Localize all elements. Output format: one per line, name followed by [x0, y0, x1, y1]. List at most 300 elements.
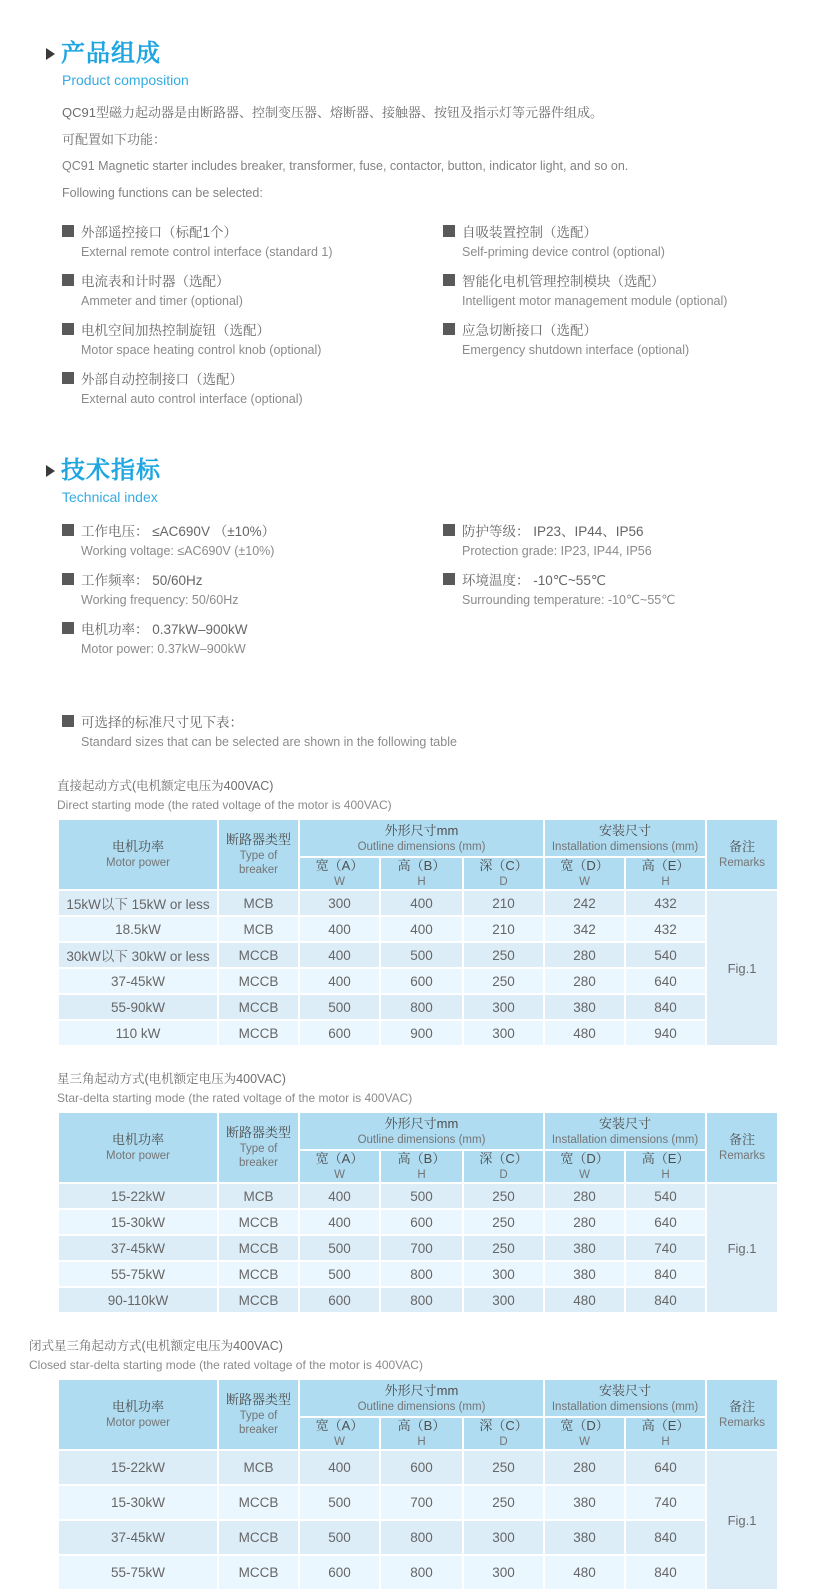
dimension-cell: 400 — [299, 916, 380, 942]
spec-label-en: Working frequency: 50/60Hz — [81, 593, 239, 607]
breaker-type-cell: MCCB — [218, 1287, 299, 1313]
dimension-unit-header — [463, 857, 544, 890]
feature-column-right — [443, 221, 830, 417]
dimension-cell: 380 — [544, 1520, 625, 1555]
dimension-cell: 640 — [625, 1450, 706, 1485]
dimension-unit-cn: 宽（A） — [315, 1151, 364, 1166]
breaker-type-cell: MCCB — [218, 1555, 299, 1590]
table-row — [58, 1555, 778, 1590]
dimension-unit-header — [625, 1417, 706, 1450]
bullet-item — [62, 569, 443, 612]
spec-label-en: Surrounding temperature: -10℃~55℃ — [462, 593, 676, 607]
outline-dimensions-header-en: Outline dimensions (mm) — [357, 1400, 486, 1413]
table-title-en: Closed star-delta starting mode (the rated voltage of the motor is 400VAC) — [29, 1358, 423, 1372]
motor-power-cell: 37-45kW — [58, 968, 218, 994]
dimension-cell: 900 — [380, 1020, 463, 1046]
dimension-cell: 432 — [625, 890, 706, 916]
breaker-type-cell: MCB — [218, 1183, 299, 1209]
dimension-cell: 500 — [299, 1520, 380, 1555]
dimension-unit-en: W — [579, 1436, 590, 1448]
table-row — [58, 968, 778, 994]
spec-label-en: Protection grade: IP23, IP44, IP56 — [462, 544, 652, 558]
dimension-cell: 400 — [299, 942, 380, 968]
dimension-cell: 250 — [463, 1209, 544, 1235]
bullet-item — [443, 569, 830, 612]
installation-dimensions-header-cn: 安装尺寸 — [599, 1382, 652, 1398]
dimension-cell: 800 — [380, 1287, 463, 1313]
breaker-type-cell: MCCB — [218, 1209, 299, 1235]
dimension-unit-header — [463, 1150, 544, 1183]
square-bullet-icon — [62, 524, 74, 536]
feature-list — [62, 221, 830, 417]
square-bullet-icon — [62, 715, 74, 727]
product-paragraph: 可配置如下功能： — [62, 132, 167, 147]
square-bullet-icon — [443, 573, 455, 585]
size-table-block — [0, 778, 830, 1047]
dimension-unit-cn: 高（B） — [397, 1418, 446, 1433]
dimension-cell: 250 — [463, 1485, 544, 1520]
dimension-cell: 380 — [544, 1485, 625, 1520]
dimension-unit-en: H — [417, 876, 426, 888]
header-row-groups — [58, 819, 778, 857]
breaker-type-cell: MCCB — [218, 968, 299, 994]
table-title-cn: 直接起动方式(电机额定电压为400VAC) — [57, 779, 274, 793]
feature-label-en: Emergency shutdown interface (optional) — [462, 343, 690, 357]
dimension-unit-en: H — [661, 1169, 670, 1181]
installation-dimensions-header-en: Installation dimensions (mm) — [551, 840, 699, 853]
spec-label-cn: 工作频率： 50/60Hz — [81, 573, 203, 588]
outline-dimensions-header-en: Outline dimensions (mm) — [357, 1133, 486, 1146]
size-table — [57, 818, 779, 1047]
dimension-cell: 840 — [625, 1555, 706, 1590]
spec-label-cn: 电机功率： 0.37kW–900kW — [81, 622, 248, 637]
bullet-line-cn — [443, 569, 830, 589]
dimension-cell: 400 — [299, 1183, 380, 1209]
breaker-type-cell: MCCB — [218, 994, 299, 1020]
size-table — [57, 1111, 779, 1314]
dimension-unit-en: W — [579, 1169, 590, 1181]
bullet-item — [62, 618, 443, 661]
header-row-groups — [58, 1379, 778, 1417]
motor-power-cell: 30kW以下 30kW or less — [58, 942, 218, 968]
remarks-header-cn: 备注 — [729, 1399, 756, 1414]
dimension-unit-cn: 深（C） — [479, 1151, 528, 1166]
dimension-cell: 500 — [299, 1235, 380, 1261]
outline-dimensions-header-cn: 外形尺寸mm — [384, 822, 459, 838]
dimension-cell: 280 — [544, 1450, 625, 1485]
motor-power-cell: 37-45kW — [58, 1520, 218, 1555]
spec-column-right — [443, 520, 830, 667]
dimension-unit-header — [463, 1417, 544, 1450]
breaker-type-header-en: Type of breaker — [239, 850, 278, 876]
feature-label-en: External remote control interface (standard 1) — [81, 245, 333, 259]
bullet-line-cn — [443, 319, 830, 339]
dimension-unit-header — [544, 1417, 625, 1450]
dimension-unit-cn: 宽（A） — [315, 1418, 364, 1433]
motor-power-header — [58, 819, 218, 890]
remark-cell: Fig.1 — [706, 1183, 778, 1313]
dimension-cell: 800 — [380, 1261, 463, 1287]
size-table — [57, 1378, 779, 1591]
dimension-cell: 500 — [299, 994, 380, 1020]
outline-dimensions-header-cn: 外形尺寸mm — [384, 1115, 459, 1131]
breaker-type-header-en: Type of breaker — [239, 1143, 278, 1169]
dimension-unit-header — [544, 857, 625, 890]
bullet-line-cn — [62, 368, 443, 388]
dimension-unit-en: W — [334, 1169, 345, 1181]
spec-label-cn: 防护等级： IP23、IP44、IP56 — [462, 524, 644, 539]
bullet-line-cn — [62, 520, 443, 540]
bullet-line-cn — [62, 618, 443, 638]
bullet-line-cn — [443, 520, 830, 540]
outline-dimensions-header-cn: 外形尺寸mm — [384, 1382, 459, 1398]
motor-power-cell: 15-30kW — [58, 1209, 218, 1235]
table-row — [58, 1020, 778, 1046]
installation-dimensions-header — [544, 819, 706, 857]
dimension-cell: 600 — [380, 1209, 463, 1235]
dimension-unit-header — [299, 857, 380, 890]
feature-label-cn: 应急切断接口（选配） — [462, 323, 597, 338]
breaker-type-header — [218, 1112, 299, 1183]
dimension-cell: 210 — [463, 890, 544, 916]
spec-label-en: Working voltage: ≤AC690V (±10%) — [81, 544, 275, 558]
table-row — [58, 994, 778, 1020]
square-bullet-icon — [62, 225, 74, 237]
dimension-cell: 600 — [380, 1450, 463, 1485]
section-header — [46, 40, 830, 68]
installation-dimensions-header-cn: 安装尺寸 — [599, 822, 652, 838]
bullet-item — [62, 368, 443, 411]
dimension-unit-en: D — [499, 876, 508, 888]
product-title-cn: 产品组成 — [61, 40, 161, 67]
bullet-line-cn — [443, 221, 830, 241]
dimension-cell: 540 — [625, 942, 706, 968]
feature-label-cn: 自吸装置控制（选配） — [462, 225, 597, 240]
table-row — [58, 890, 778, 916]
motor-power-header-cn: 电机功率 — [111, 839, 164, 854]
dimension-cell: 640 — [625, 968, 706, 994]
square-bullet-icon — [443, 274, 455, 286]
breaker-type-header-en: Type of breaker — [239, 1410, 278, 1436]
dimension-cell: 250 — [463, 968, 544, 994]
dimension-cell: 500 — [380, 1183, 463, 1209]
bullet-item — [443, 520, 830, 563]
dimension-unit-en: H — [417, 1169, 426, 1181]
square-bullet-icon — [62, 323, 74, 335]
size-table-block — [0, 1071, 830, 1314]
bullet-item — [443, 221, 830, 264]
motor-power-cell: 15-22kW — [58, 1450, 218, 1485]
product-paragraph: QC91 Magnetic starter includes breaker, transformer, fuse, contactor, button, indicator light, and so on. — [62, 159, 629, 173]
dimension-cell: 800 — [380, 1555, 463, 1590]
motor-power-cell: 15-30kW — [58, 1485, 218, 1520]
section-header — [46, 457, 830, 485]
breaker-type-cell: MCCB — [218, 1261, 299, 1287]
outline-dimensions-header — [299, 819, 544, 857]
breaker-type-header-cn: 断路器类型 — [225, 1392, 291, 1407]
motor-power-header-en: Motor power — [106, 1150, 170, 1162]
spec-label-en: Motor power: 0.37kW–900kW — [81, 642, 246, 656]
sizes-note — [62, 711, 830, 754]
bullet-item — [62, 270, 443, 313]
dimension-cell: 280 — [544, 1183, 625, 1209]
installation-dimensions-header — [544, 1112, 706, 1150]
dimension-unit-header — [625, 1150, 706, 1183]
motor-power-cell: 110 kW — [58, 1020, 218, 1046]
size-tables — [0, 778, 830, 1591]
dimension-cell: 342 — [544, 916, 625, 942]
outline-dimensions-header-en: Outline dimensions (mm) — [357, 840, 486, 853]
dimension-cell: 840 — [625, 1287, 706, 1313]
remarks-header-en: Remarks — [719, 1150, 766, 1162]
feature-label-cn: 电机空间加热控制旋钮（选配） — [81, 323, 270, 338]
breaker-type-cell: MCCB — [218, 942, 299, 968]
dimension-cell: 840 — [625, 1520, 706, 1555]
dimension-cell: 600 — [299, 1020, 380, 1046]
motor-power-header-en: Motor power — [106, 1417, 170, 1429]
remarks-header — [706, 1112, 778, 1183]
table-title-cn: 闭式星三角起动方式(电机额定电压为400VAC) — [29, 1339, 283, 1353]
breaker-type-cell: MCB — [218, 916, 299, 942]
dimension-cell: 300 — [463, 1020, 544, 1046]
square-bullet-icon — [62, 372, 74, 384]
dimension-cell: 250 — [463, 1450, 544, 1485]
bullet-item — [62, 221, 443, 264]
dimension-cell: 280 — [544, 968, 625, 994]
dimension-cell: 800 — [380, 1520, 463, 1555]
installation-dimensions-header — [544, 1379, 706, 1417]
motor-power-cell: 90-110kW — [58, 1287, 218, 1313]
dimension-unit-cn: 高（E） — [641, 1151, 690, 1166]
dimension-unit-cn: 深（C） — [479, 858, 528, 873]
dimension-cell: 740 — [625, 1235, 706, 1261]
dimension-cell: 210 — [463, 916, 544, 942]
remark-cell: Fig.1 — [706, 890, 778, 1046]
bullet-line-cn — [62, 221, 443, 241]
feature-label-en: Self-priming device control (optional) — [462, 245, 665, 259]
dimension-unit-header — [544, 1150, 625, 1183]
dimension-unit-en: W — [334, 876, 345, 888]
square-bullet-icon — [62, 573, 74, 585]
dimension-cell: 800 — [380, 994, 463, 1020]
remarks-header-cn: 备注 — [729, 839, 756, 854]
spec-label-cn: 工作电压： ≤AC690V （±10%） — [81, 524, 276, 539]
square-bullet-icon — [443, 323, 455, 335]
dimension-cell: 480 — [544, 1287, 625, 1313]
breaker-type-cell: MCCB — [218, 1235, 299, 1261]
dimension-cell: 380 — [544, 1261, 625, 1287]
dimension-cell: 600 — [299, 1287, 380, 1313]
section-technical-index — [0, 457, 830, 667]
square-bullet-icon — [62, 622, 74, 634]
feature-label-en: Intelligent motor management module (optional) — [462, 294, 728, 308]
breaker-type-header — [218, 1379, 299, 1450]
product-paragraphs — [0, 99, 830, 207]
dimension-unit-header — [299, 1150, 380, 1183]
dimension-unit-en: D — [499, 1169, 508, 1181]
installation-dimensions-header-en: Installation dimensions (mm) — [551, 1400, 699, 1413]
motor-power-header-cn: 电机功率 — [111, 1132, 164, 1147]
bullet-item — [62, 520, 443, 563]
product-title-en: Product composition — [62, 72, 189, 88]
remarks-header-en: Remarks — [719, 1417, 766, 1429]
triangle-marker-icon — [46, 48, 55, 60]
breaker-type-cell: MCCB — [218, 1485, 299, 1520]
bullet-item — [443, 270, 830, 313]
dimension-cell: 500 — [380, 942, 463, 968]
dimension-cell: 280 — [544, 1209, 625, 1235]
dimension-unit-en: W — [334, 1436, 345, 1448]
feature-label-cn: 外部遥控接口（标配1个） — [81, 225, 238, 240]
dimension-cell: 640 — [625, 1209, 706, 1235]
breaker-type-header-cn: 断路器类型 — [225, 1125, 291, 1140]
product-paragraph: Following functions can be selected: — [62, 186, 263, 200]
dimension-unit-en: H — [417, 1436, 426, 1448]
header-row-groups — [58, 1112, 778, 1150]
dimension-cell: 300 — [463, 1261, 544, 1287]
dimension-cell: 480 — [544, 1555, 625, 1590]
table-row — [58, 942, 778, 968]
bullet-line-cn — [62, 270, 443, 290]
feature-column-left — [62, 221, 443, 417]
motor-power-header-en: Motor power — [106, 857, 170, 869]
dimension-cell: 242 — [544, 890, 625, 916]
breaker-type-header-cn: 断路器类型 — [225, 832, 291, 847]
dimension-unit-cn: 高（E） — [641, 858, 690, 873]
breaker-type-cell: MCB — [218, 890, 299, 916]
dimension-cell: 300 — [463, 1555, 544, 1590]
breaker-type-cell: MCB — [218, 1450, 299, 1485]
motor-power-cell: 18.5kW — [58, 916, 218, 942]
remarks-header-en: Remarks — [719, 857, 766, 869]
bullet-line-cn — [62, 569, 443, 589]
bullet-item — [62, 319, 443, 362]
dimension-unit-en: W — [579, 876, 590, 888]
dimension-cell: 400 — [299, 1450, 380, 1485]
feature-label-cn: 智能化电机管理控制模块（选配） — [462, 274, 665, 289]
dimension-cell: 940 — [625, 1020, 706, 1046]
dimension-cell: 300 — [299, 890, 380, 916]
dimension-cell: 700 — [380, 1235, 463, 1261]
dimension-cell: 432 — [625, 916, 706, 942]
dimension-unit-cn: 宽（D） — [560, 858, 609, 873]
motor-power-cell: 37-45kW — [58, 1235, 218, 1261]
table-title-cn: 星三角起动方式(电机额定电压为400VAC) — [57, 1072, 286, 1086]
feature-label-en: Motor space heating control knob (optional) — [81, 343, 322, 357]
motor-power-header — [58, 1379, 218, 1450]
feature-label-en: Ammeter and timer (optional) — [81, 294, 243, 308]
bullet-line-cn — [62, 319, 443, 339]
dimension-cell: 300 — [463, 1520, 544, 1555]
feature-label-cn: 外部自动控制接口（选配） — [81, 372, 243, 387]
motor-power-header — [58, 1112, 218, 1183]
dimension-unit-en: H — [661, 1436, 670, 1448]
dimension-unit-en: H — [661, 876, 670, 888]
square-bullet-icon — [443, 225, 455, 237]
dimension-cell: 500 — [299, 1261, 380, 1287]
dimension-cell: 540 — [625, 1183, 706, 1209]
table-row — [58, 1485, 778, 1520]
technical-title-cn: 技术指标 — [61, 457, 161, 484]
dimension-unit-header — [380, 1417, 463, 1450]
dimension-unit-header — [625, 857, 706, 890]
outline-dimensions-header — [299, 1112, 544, 1150]
dimension-cell: 400 — [299, 1209, 380, 1235]
triangle-marker-icon — [46, 465, 55, 477]
table-row — [58, 1520, 778, 1555]
product-paragraph: QC91型磁力起动器是由断路器、控制变压器、熔断器、接触器、按钮及指示灯等元器件组成。 — [62, 105, 603, 120]
motor-power-cell: 15kW以下 15kW or less — [58, 890, 218, 916]
section-product-composition — [0, 40, 830, 417]
sizes-note-line-cn — [62, 711, 830, 731]
dimension-cell: 300 — [463, 994, 544, 1020]
dimension-unit-header — [380, 1150, 463, 1183]
table-row — [58, 1450, 778, 1485]
dimension-cell: 300 — [463, 1287, 544, 1313]
table-row — [58, 1261, 778, 1287]
dimension-cell: 400 — [380, 890, 463, 916]
dimension-cell: 380 — [544, 994, 625, 1020]
dimension-cell: 600 — [380, 968, 463, 994]
dimension-cell: 280 — [544, 942, 625, 968]
dimension-unit-header — [299, 1417, 380, 1450]
spec-label-cn: 环境温度： -10℃~55℃ — [462, 573, 606, 588]
technical-title-en: Technical index — [62, 489, 158, 505]
breaker-type-cell: MCCB — [218, 1520, 299, 1555]
breaker-type-header — [218, 819, 299, 890]
dimension-cell: 250 — [463, 1183, 544, 1209]
dimension-cell: 600 — [299, 1555, 380, 1590]
dimension-cell: 740 — [625, 1485, 706, 1520]
sizes-note-cn: 可选择的标准尺寸见下表： — [81, 715, 243, 730]
dimension-cell: 840 — [625, 1261, 706, 1287]
table-row — [58, 1287, 778, 1313]
square-bullet-icon — [443, 524, 455, 536]
installation-dimensions-header-en: Installation dimensions (mm) — [551, 1133, 699, 1146]
dimension-cell: 500 — [299, 1485, 380, 1520]
dimension-unit-cn: 高（E） — [641, 1418, 690, 1433]
feature-label-cn: 电流表和计时器（选配） — [81, 274, 230, 289]
dimension-unit-cn: 宽（D） — [560, 1151, 609, 1166]
table-row — [58, 916, 778, 942]
breaker-type-cell: MCCB — [218, 1020, 299, 1046]
remark-cell: Fig.1 — [706, 1450, 778, 1590]
motor-power-cell: 15-22kW — [58, 1183, 218, 1209]
dimension-unit-header — [380, 857, 463, 890]
dimension-unit-cn: 宽（A） — [315, 858, 364, 873]
remarks-header — [706, 819, 778, 890]
dimension-unit-cn: 深（C） — [479, 1418, 528, 1433]
dimension-cell: 700 — [380, 1485, 463, 1520]
motor-power-header-cn: 电机功率 — [111, 1399, 164, 1414]
dimension-cell: 400 — [299, 968, 380, 994]
dimension-unit-cn: 高（B） — [397, 858, 446, 873]
spec-column-left — [62, 520, 443, 667]
motor-power-cell: 55-75kW — [58, 1555, 218, 1590]
dimension-cell: 250 — [463, 942, 544, 968]
sizes-note-en: Standard sizes that can be selected are shown in the following table — [81, 735, 457, 749]
dimension-unit-cn: 高（B） — [397, 1151, 446, 1166]
dimension-cell: 250 — [463, 1235, 544, 1261]
dimension-cell: 480 — [544, 1020, 625, 1046]
dimension-cell: 840 — [625, 994, 706, 1020]
remarks-header-cn: 备注 — [729, 1132, 756, 1147]
dimension-unit-en: D — [499, 1436, 508, 1448]
remarks-header — [706, 1379, 778, 1450]
table-title-en: Direct starting mode (the rated voltage of the motor is 400VAC) — [57, 798, 392, 812]
dimension-cell: 380 — [544, 1235, 625, 1261]
table-row — [58, 1235, 778, 1261]
